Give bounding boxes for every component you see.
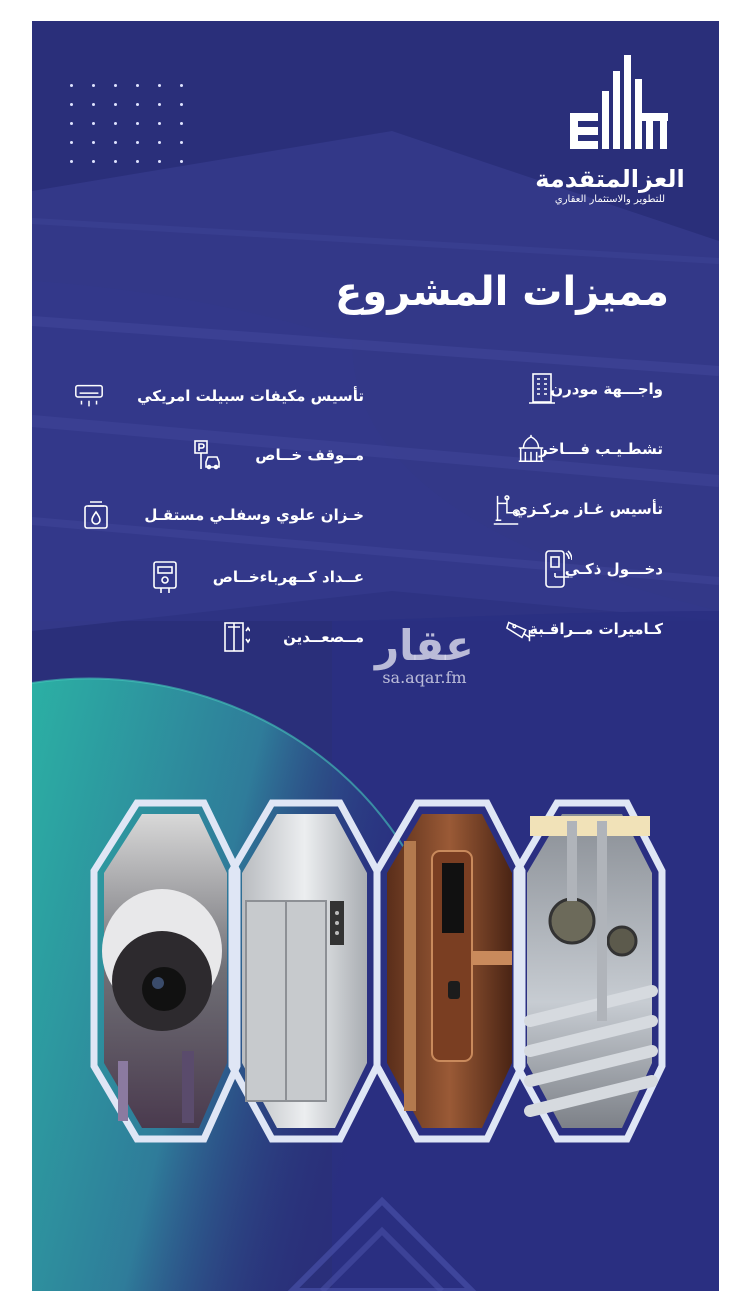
feature-label: دخـــول ذكـي: [564, 560, 663, 578]
feature-label: عــداد كــهرباءخــاص: [212, 568, 364, 586]
feature-label: تأسيس غـاز مركـزي: [514, 500, 663, 518]
elevator-photo: [232, 803, 377, 1139]
feature-label: تأسيس مكيفات سبيلت امريكي: [137, 387, 364, 405]
feature-label: واجـــهة مودرن: [550, 380, 663, 398]
watermark-arabic: عقار: [375, 621, 474, 670]
poster: [32, 21, 719, 1291]
feature-label: خـزان علوي وسفلـي مستقـل: [144, 506, 364, 524]
smart-lock-photo: [377, 803, 522, 1139]
feature-label: كـاميرات مــراقـبة: [529, 620, 663, 638]
watermark-url: sa.aqar.fm: [382, 668, 467, 687]
feature-label: مــوقف خــاص: [255, 446, 364, 464]
camera-photo: [94, 803, 237, 1139]
logo-tagline: للتطوير والاستثمار العقاري: [554, 194, 666, 205]
gas-pipes-photo: [517, 803, 662, 1139]
feature-label: مــصعــدين: [283, 628, 364, 646]
photo-frames: [32, 21, 719, 1291]
logo-name: العزالمتقدمة: [535, 165, 685, 193]
page-title: مميزات المشروع: [335, 269, 669, 315]
feature-label: تشطـيـب فـــاخر: [539, 440, 663, 458]
